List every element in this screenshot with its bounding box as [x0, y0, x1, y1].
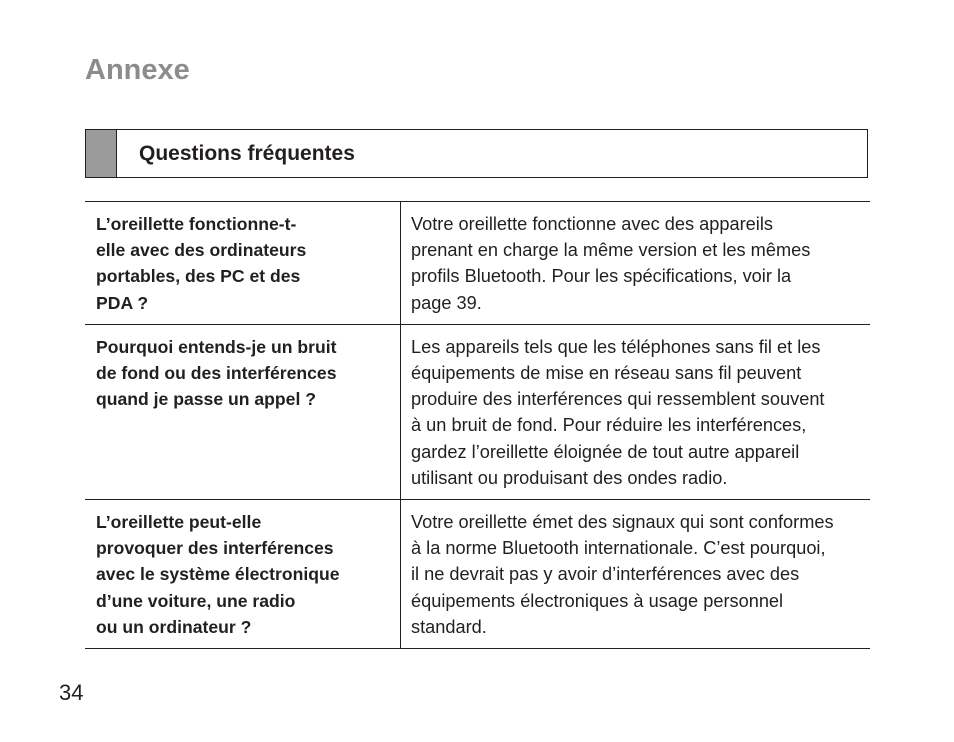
faq-question: L’oreillette fonctionne-t- elle avec des ordinateurs portables, des PC et des PDA ? [85, 202, 401, 325]
faq-question: L’oreillette peut-elle provoquer des interférences avec le système électronique d’une voiture, une radio ou un ordinateur ? [85, 500, 401, 649]
faq-row [85, 500, 870, 649]
chapter-title: Annexe [85, 54, 190, 86]
section-title: Questions fréquentes [139, 142, 355, 165]
faq-answer: Votre oreillette fonctionne avec des appareils prenant en charge la même version et les mêmes profils Bluetooth. Pour les spécifications, voir la page 39. [411, 214, 811, 313]
section-header-marker [86, 130, 117, 177]
faq-answer: Votre oreillette émet des signaux qui sont conformes à la norme Bluetooth internationale. C’est pourquoi, il ne devrait pas y avoir d’interférences avec des équipements électroniques à usage personnel standard. [411, 512, 834, 637]
faq-row [85, 202, 870, 325]
faq-question: Pourquoi entends-je un bruit de fond ou des interférences quand je passe un appel ? [85, 324, 401, 499]
faq-table [85, 201, 870, 649]
faq-answer: Les appareils tels que les téléphones sans fil et les équipements de mise en réseau sans fil peuvent produire des interférences qui ressemblent souvent à un bruit de fond. Pour réduire les interférences, gardez l’oreillette éloignée de tout autre appareil utilisant ou produisant des ondes radio. [411, 336, 825, 488]
section-header [85, 129, 868, 178]
faq-row [85, 324, 870, 499]
page-number: 34 [59, 680, 84, 705]
